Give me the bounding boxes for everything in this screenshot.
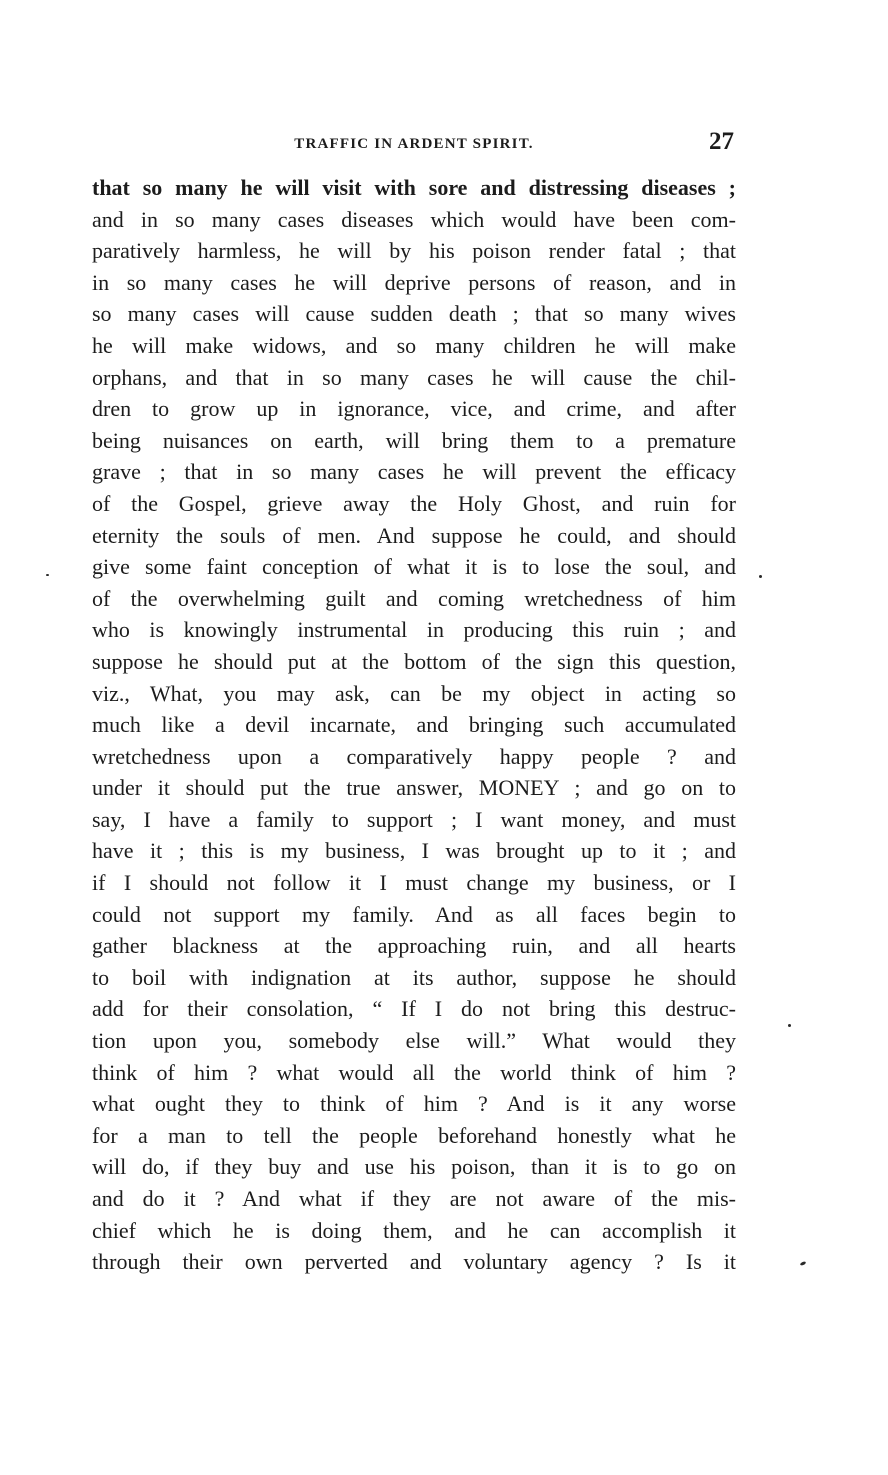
text-line: in so many cases he will deprive persons of reason, and in bbox=[92, 269, 736, 295]
text-line: what ought they to think of him ? And is it any worse bbox=[92, 1091, 736, 1117]
text-line: gather blackness at the approaching ruin, and all hearts bbox=[92, 933, 736, 959]
body-text bbox=[92, 172, 736, 1278]
text-line: grave ; that in so many cases he will prevent the efficacy bbox=[92, 459, 736, 485]
text-line: say, I have a family to support ; I want money, and must bbox=[92, 806, 736, 832]
text-line: tion upon you, somebody else will.” What would they bbox=[92, 1028, 736, 1054]
text-line: think of him ? what would all the world think of him ? bbox=[92, 1059, 736, 1085]
text-line: give some faint conception of what it is to lose the soul, and bbox=[92, 554, 736, 580]
text-line: for a man to tell the people beforehand honestly what he bbox=[92, 1122, 736, 1148]
text-line: eternity the souls of men. And suppose he could, and should bbox=[92, 522, 736, 548]
text-line: and in so many cases diseases which would have been com- bbox=[92, 206, 736, 232]
page-number: 27 bbox=[709, 128, 734, 155]
text-line: chief which he is doing them, and he can accomplish it bbox=[92, 1217, 736, 1243]
text-line: will do, if they buy and use his poison, than it is to go on bbox=[92, 1154, 736, 1180]
running-title: TRAFFIC IN ARDENT SPIRIT. bbox=[294, 136, 534, 152]
scan-speck bbox=[759, 575, 762, 578]
text-line: viz., What, you may ask, can be my object in acting so bbox=[92, 680, 736, 706]
text-line: suppose he should put at the bottom of the sign this question, bbox=[92, 648, 736, 674]
text-line: much like a devil incarnate, and bringing such accumulated bbox=[92, 712, 736, 738]
text-line: to boil with indignation at its author, suppose he should bbox=[92, 964, 736, 990]
scan-speck bbox=[788, 1024, 791, 1027]
scan-speck bbox=[800, 1261, 807, 1266]
text-line: that so many he will visit with sore and distressing diseases ; bbox=[92, 175, 736, 200]
scan-speck bbox=[46, 574, 49, 576]
text-line: dren to grow up in ignorance, vice, and crime, and after bbox=[92, 396, 736, 422]
text-line: he will make widows, and so many children he will make bbox=[92, 332, 736, 358]
text-line: so many cases will cause sudden death ; that so many wives bbox=[92, 301, 736, 327]
text-line: orphans, and that in so many cases he will cause the chil- bbox=[92, 364, 736, 390]
text-line: wretchedness upon a comparatively happy people ? and bbox=[92, 743, 736, 769]
text-line: through their own perverted and voluntary agency ? Is it bbox=[92, 1249, 736, 1275]
text-line: add for their consolation, “ If I do not bring this destruc- bbox=[92, 996, 736, 1022]
text-line: of the overwhelming guilt and coming wretchedness of him bbox=[92, 585, 736, 611]
running-head bbox=[92, 128, 736, 158]
text-line: under it should put the true answer, MONEY ; and go on to bbox=[92, 775, 736, 801]
text-line: and do it ? And what if they are not aware of the mis- bbox=[92, 1186, 736, 1211]
text-line: have it ; this is my business, I was brought up to it ; and bbox=[92, 838, 736, 864]
text-line: paratively harmless, he will by his poison render fatal ; that bbox=[92, 238, 736, 264]
text-line: of the Gospel, grieve away the Holy Ghost, and ruin for bbox=[92, 490, 736, 516]
text-line: who is knowingly instrumental in producing this ruin ; and bbox=[92, 617, 736, 643]
text-line: could not support my family. And as all faces begin to bbox=[92, 901, 736, 927]
text-line: being nuisances on earth, will bring them to a premature bbox=[92, 427, 736, 453]
text-line: if I should not follow it I must change my business, or I bbox=[92, 870, 736, 896]
